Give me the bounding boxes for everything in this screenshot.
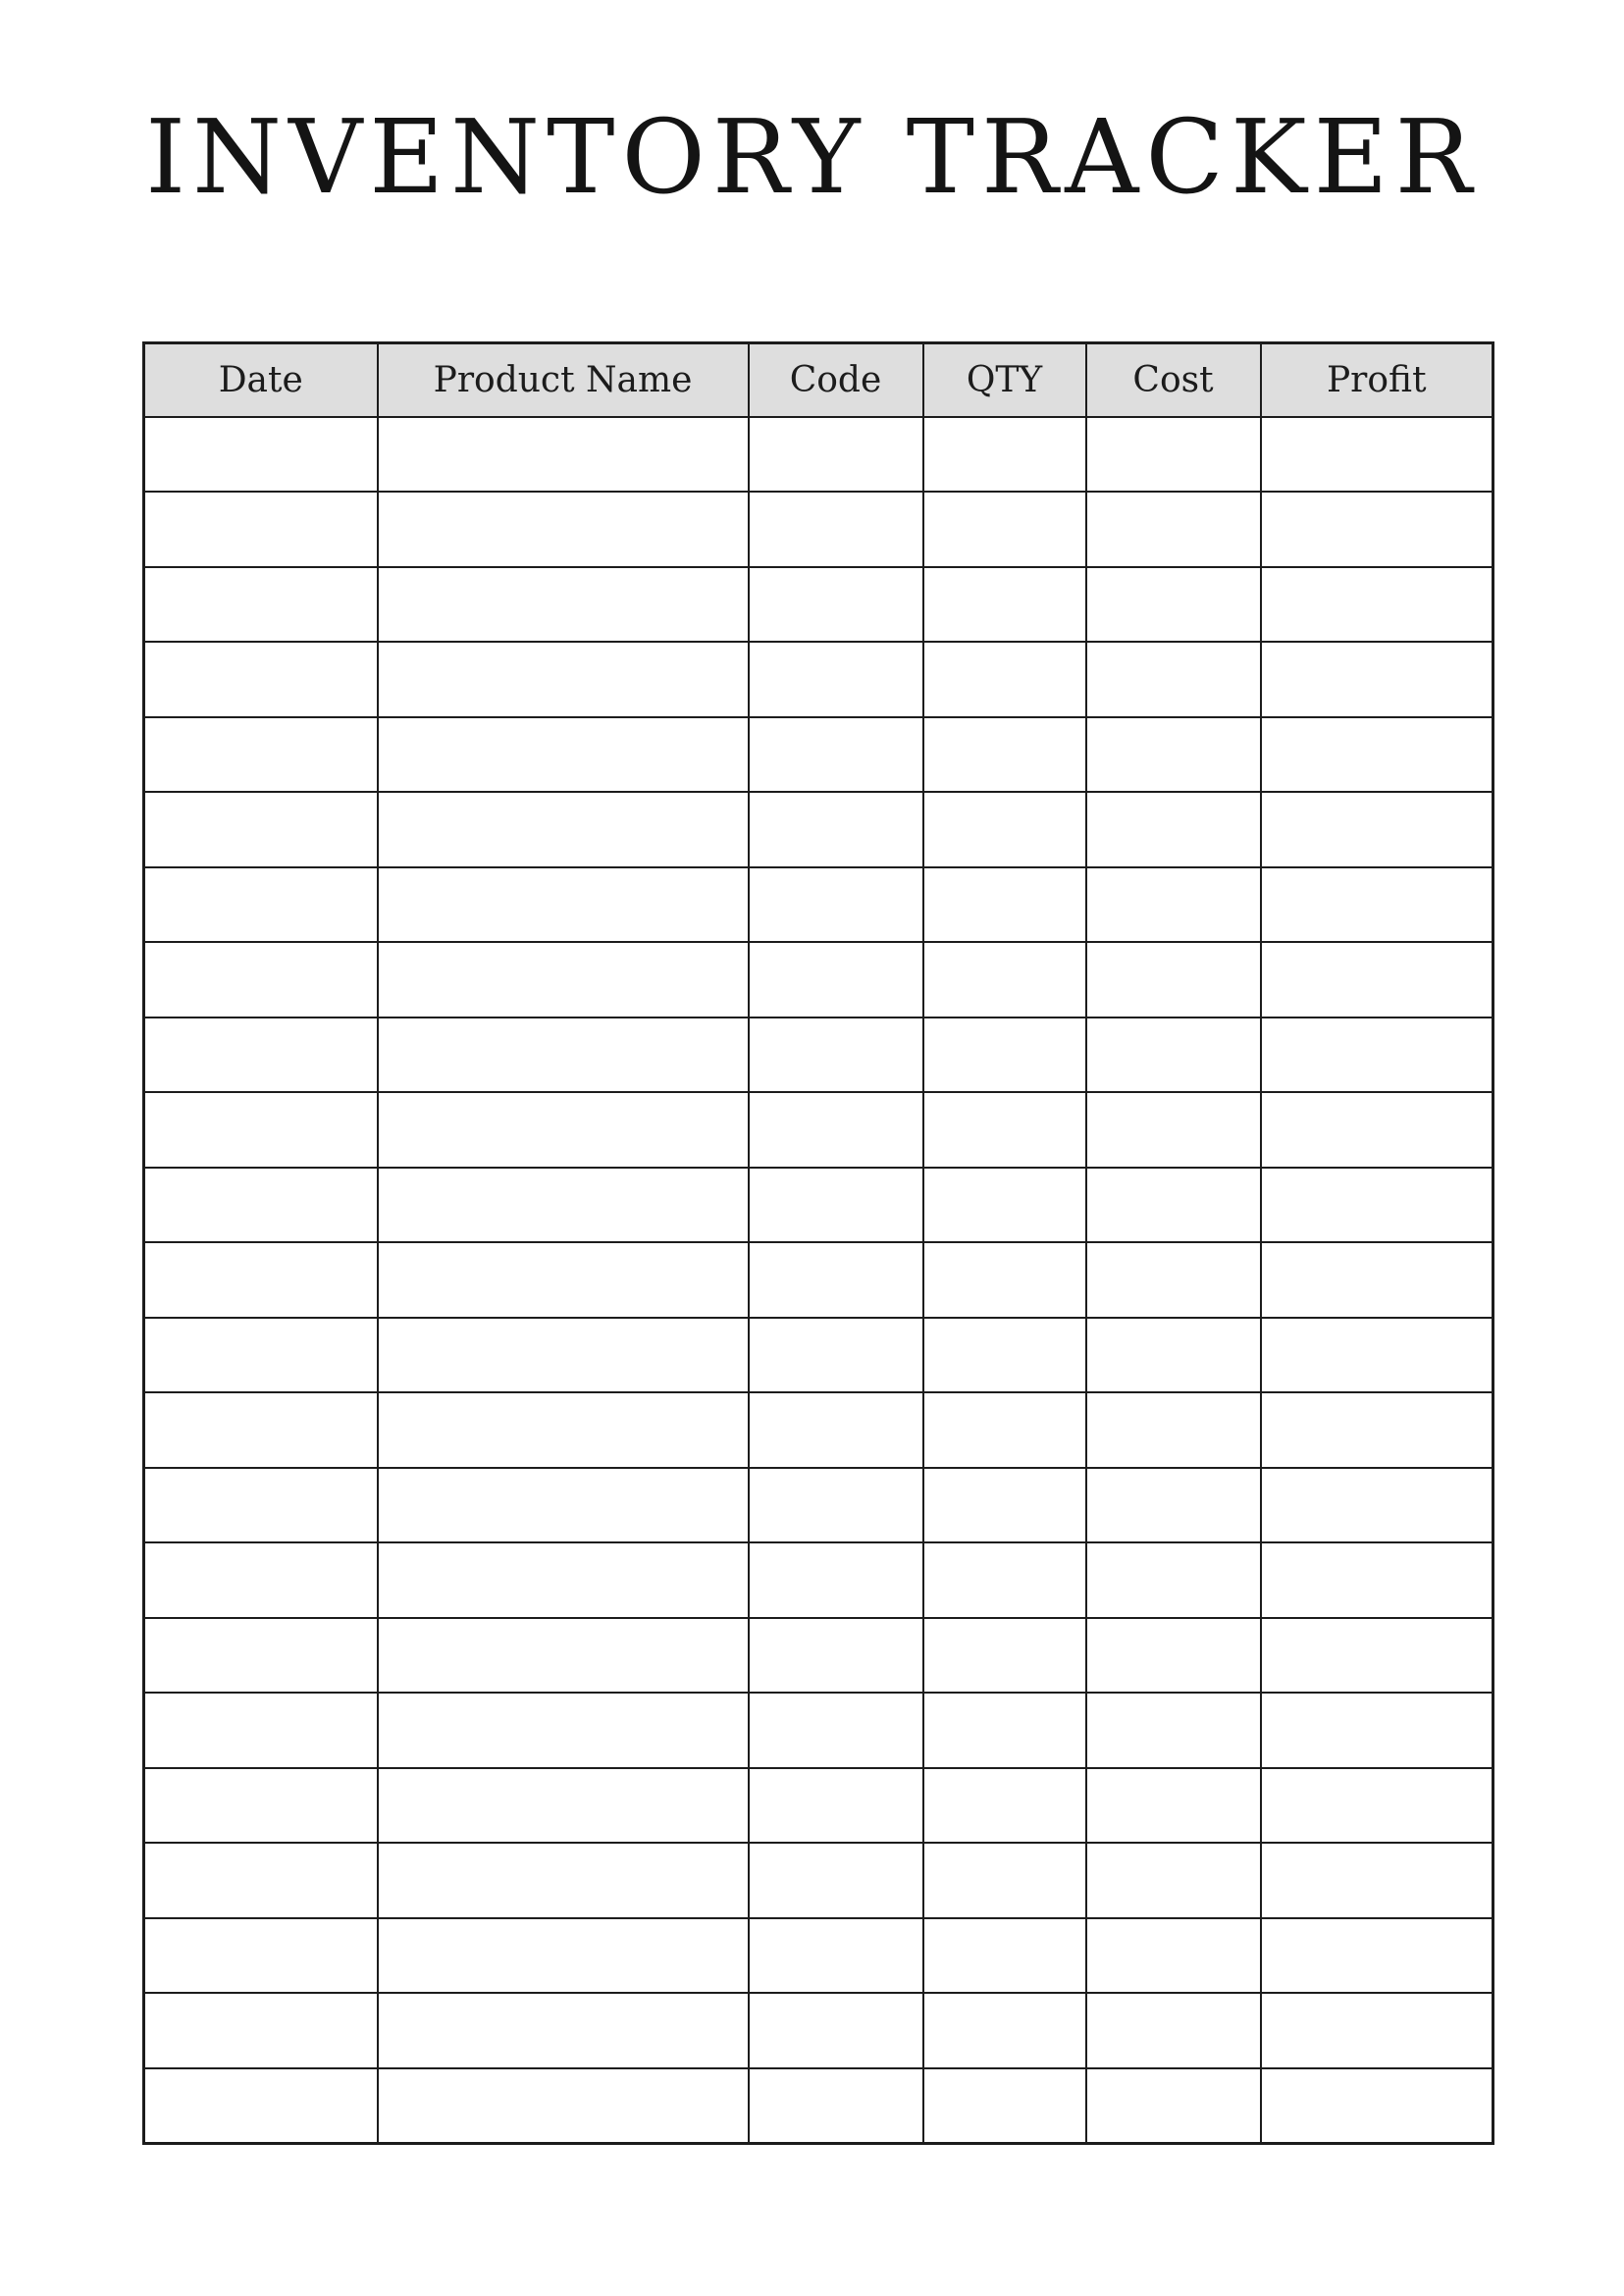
cell-qty [923,1768,1086,1844]
cell-date [144,492,378,567]
table-body [144,417,1493,2144]
cell-cost [1086,1618,1261,1694]
table-row [144,1542,1493,1618]
table-row [144,792,1493,867]
cell-date [144,1618,378,1694]
cell-product-name [378,1918,749,1994]
cell-code [749,1018,923,1093]
cell-product-name [378,792,749,867]
cell-profit [1261,792,1493,867]
cell-cost [1086,1993,1261,2068]
cell-qty [923,1468,1086,1543]
cell-cost [1086,867,1261,943]
table-row [144,567,1493,643]
cell-product-name [378,1768,749,1844]
cell-date [144,942,378,1018]
cell-code [749,792,923,867]
cell-date [144,1768,378,1844]
cell-qty [923,942,1086,1018]
cell-code [749,1542,923,1618]
column-header-date: Date [144,343,378,417]
table-row [144,1768,1493,1844]
page-title: INVENTORY TRACKER [145,97,1479,217]
cell-code [749,1392,923,1468]
cell-qty [923,1993,1086,2068]
column-header-code: Code [749,343,923,417]
cell-profit [1261,1618,1493,1694]
cell-date [144,642,378,717]
cell-cost [1086,417,1261,493]
table-row [144,1092,1493,1168]
cell-code [749,567,923,643]
cell-product-name [378,567,749,643]
table-row [144,1993,1493,2068]
cell-date [144,1018,378,1093]
table-row [144,642,1493,717]
cell-product-name [378,867,749,943]
cell-date [144,1993,378,2068]
cell-product-name [378,1618,749,1694]
cell-date [144,1242,378,1318]
cell-date [144,1542,378,1618]
cell-cost [1086,642,1261,717]
cell-qty [923,567,1086,643]
cell-cost [1086,1843,1261,1918]
cell-qty [923,867,1086,943]
cell-profit [1261,417,1493,493]
cell-qty [923,792,1086,867]
cell-date [144,1843,378,1918]
cell-profit [1261,1018,1493,1093]
cell-qty [923,1168,1086,1243]
cell-date [144,2068,378,2144]
cell-profit [1261,1168,1493,1243]
cell-profit [1261,1918,1493,1994]
cell-code [749,1843,923,1918]
cell-product-name [378,1693,749,1768]
cell-qty [923,1618,1086,1694]
cell-code [749,1768,923,1844]
cell-product-name [378,1542,749,1618]
cell-code [749,717,923,793]
table-row [144,1618,1493,1694]
cell-profit [1261,1242,1493,1318]
cell-code [749,1318,923,1393]
column-header-profit: Profit [1261,343,1493,417]
cell-qty [923,1693,1086,1768]
cell-qty [923,1392,1086,1468]
cell-date [144,1168,378,1243]
table-header-row [144,343,1493,417]
table-row [144,1392,1493,1468]
cell-date [144,1092,378,1168]
cell-qty [923,1092,1086,1168]
column-header-qty: QTY [923,343,1086,417]
table-row [144,867,1493,943]
cell-profit [1261,1092,1493,1168]
cell-code [749,642,923,717]
cell-profit [1261,867,1493,943]
cell-code [749,2068,923,2144]
table-row [144,1843,1493,1918]
table-row [144,1318,1493,1393]
cell-cost [1086,1018,1261,1093]
cell-cost [1086,1468,1261,1543]
cell-product-name [378,1168,749,1243]
cell-profit [1261,1993,1493,2068]
cell-code [749,1993,923,2068]
cell-cost [1086,1168,1261,1243]
cell-qty [923,1242,1086,1318]
cell-profit [1261,492,1493,567]
cell-date [144,717,378,793]
cell-product-name [378,1468,749,1543]
cell-code [749,1693,923,1768]
cell-profit [1261,1392,1493,1468]
column-header-product-name: Product Name [378,343,749,417]
cell-product-name [378,1392,749,1468]
cell-profit [1261,1768,1493,1844]
cell-product-name [378,2068,749,2144]
cell-cost [1086,1693,1261,1768]
cell-qty [923,1843,1086,1918]
cell-qty [923,492,1086,567]
cell-code [749,1618,923,1694]
cell-profit [1261,2068,1493,2144]
cell-product-name [378,417,749,493]
table-row [144,492,1493,567]
cell-profit [1261,1318,1493,1393]
cell-profit [1261,1843,1493,1918]
cell-code [749,1468,923,1543]
cell-cost [1086,1768,1261,1844]
cell-profit [1261,642,1493,717]
cell-product-name [378,942,749,1018]
cell-cost [1086,1918,1261,1994]
cell-profit [1261,942,1493,1018]
cell-qty [923,717,1086,793]
cell-code [749,1918,923,1994]
cell-product-name [378,1018,749,1093]
cell-code [749,1242,923,1318]
cell-date [144,417,378,493]
cell-cost [1086,1318,1261,1393]
table-row [144,1242,1493,1318]
cell-product-name [378,1092,749,1168]
cell-code [749,867,923,943]
cell-qty [923,1018,1086,1093]
table-row [144,1018,1493,1093]
table-row [144,2068,1493,2144]
table-row [144,1693,1493,1768]
table-row [144,942,1493,1018]
cell-cost [1086,942,1261,1018]
cell-qty [923,1318,1086,1393]
cell-cost [1086,1542,1261,1618]
cell-product-name [378,1993,749,2068]
table-row [144,1468,1493,1543]
cell-date [144,1918,378,1994]
table-row [144,717,1493,793]
column-header-cost: Cost [1086,343,1261,417]
cell-code [749,942,923,1018]
cell-code [749,492,923,567]
cell-profit [1261,1693,1493,1768]
cell-code [749,1168,923,1243]
cell-product-name [378,1242,749,1318]
cell-date [144,1392,378,1468]
inventory-table [142,341,1494,2145]
cell-cost [1086,1392,1261,1468]
cell-date [144,1693,378,1768]
cell-cost [1086,2068,1261,2144]
table-row [144,417,1493,493]
cell-profit [1261,567,1493,643]
cell-product-name [378,492,749,567]
cell-qty [923,1542,1086,1618]
table-row [144,1168,1493,1243]
cell-profit [1261,717,1493,793]
cell-code [749,1092,923,1168]
cell-date [144,792,378,867]
cell-cost [1086,492,1261,567]
cell-date [144,1318,378,1393]
cell-cost [1086,717,1261,793]
cell-qty [923,417,1086,493]
cell-date [144,867,378,943]
cell-cost [1086,567,1261,643]
cell-profit [1261,1542,1493,1618]
table-row [144,1918,1493,1994]
cell-qty [923,1918,1086,1994]
cell-cost [1086,1242,1261,1318]
cell-cost [1086,792,1261,867]
cell-qty [923,2068,1086,2144]
cell-code [749,417,923,493]
cell-cost [1086,1092,1261,1168]
cell-product-name [378,642,749,717]
cell-product-name [378,1843,749,1918]
cell-profit [1261,1468,1493,1543]
cell-product-name [378,1318,749,1393]
cell-product-name [378,717,749,793]
cell-qty [923,642,1086,717]
cell-date [144,567,378,643]
cell-date [144,1468,378,1543]
